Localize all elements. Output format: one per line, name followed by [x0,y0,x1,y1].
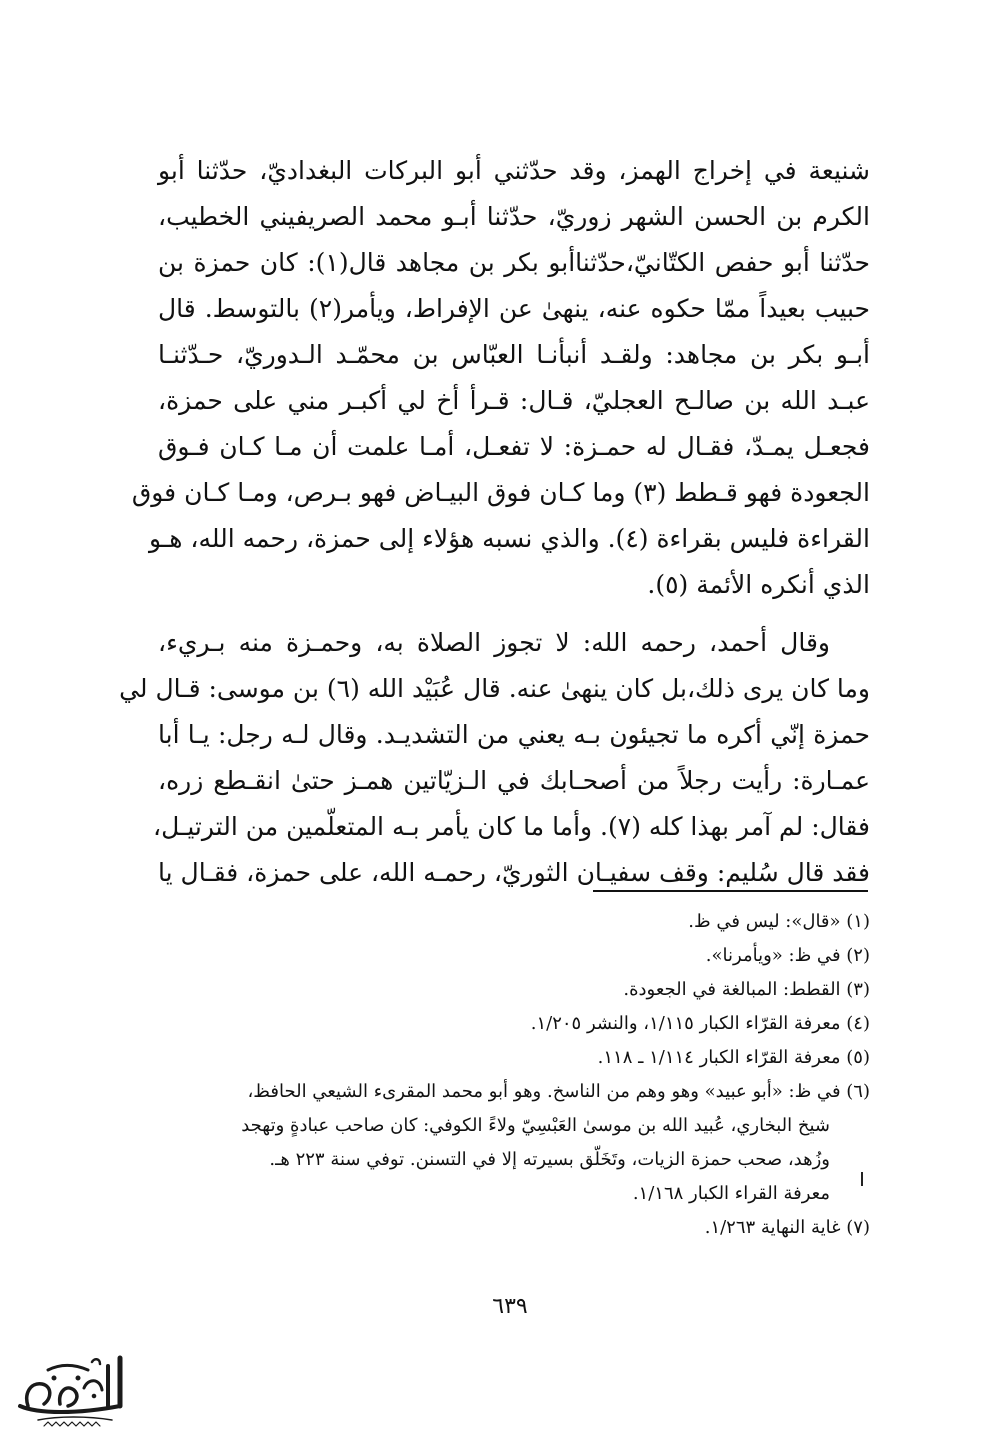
text-line: القراءة فليس بقراءة (٤). والذي نسبه هؤلاء إلى حمزة، رحمه الله، هـو [149,524,870,553]
paragraph-1 [131,148,871,608]
text-line: حبيب بعيداً ممّا حكوه عنه، ينهىٰ عن الإفراط، ويأمر(٢) بالتوسط. قال [158,294,870,323]
text-line: الذي أنكره الأئمة (٥). [647,570,870,599]
footnote-continuation: معرفة القراء الكبار ١/١٦٨. [632,1183,830,1204]
paragraph-gap [158,608,870,620]
paragraph-2 [119,620,870,896]
page-number: ٦٣٩ [492,1294,528,1319]
text-line: وما كان يرى ذلك،بل كان ينهىٰ عنه. قال عُبَيْد الله (٦) بن موسى: قـال لي [119,674,870,703]
text-line: الجعودة فهو قـطط (٣) وما كـان فوق البيـاض فهو بـرص، ومـا كـان فوق [131,478,870,507]
text-line: عبـد الله بن صالـح العجليّ، قـال: قـرأ أخ لي أكبـر مني على حمزة، [158,386,870,415]
text-line: فقد قال سُليم: وقف سفيـان الثوريّ، رحمـه الله، على حمزة، فقـال يا [158,858,870,887]
text-line: شنيعة في إخراج الهمز، وقد حدّثني أبو البركات البغداديّ، حدّثنا أبو [158,156,870,185]
footnote: (١) «قال»: ليس في ظ. [688,911,870,932]
margin-mark [861,1172,863,1186]
footnote: (٧) غاية النهاية ١/٢٦٣. [704,1217,870,1238]
calligraphy-stamp-icon [8,1348,136,1430]
text-line: فقال: لم آمر بهذا كله (٧). وأما ما كان يأمر بـه المتعلّمين من الترتيـل، [153,812,870,841]
text-line: وقال أحمد، رحمه الله: لا تجوز الصلاة به، وحمـزة منه بـريء، [158,628,830,657]
footnote: (٥) معرفة القرّاء الكبار ١/١١٤ ـ ١١٨. [597,1047,870,1068]
footnote: (٢) في ظ: «ويأمرنا». [705,945,870,966]
calligraphy-stamp-svg [8,1348,136,1430]
footnotes [150,905,870,1245]
text-line: فجعـل يمـدّ، فقـال له حمـزة: لا تفعـل، أمـا علمت أن مـا كـان فـوق [158,432,870,461]
text-line: حدّثنا أبو حفص الكتّانيّ،حدّثناأبو بكر بن مجاهد قال(١): كان حمزة بن [158,248,871,277]
footnote-continuation: شيخ البخاري، عُبيد الله بن موسىٰ العَبْسِيّ ولاءً الكوفي: كان صاحب عبادةٍ وتهجد [241,1115,830,1136]
main-text [119,148,871,896]
text-line: حمزة إنّي أكره ما تجيئون بـه يعني من التشديـد. وقال لـه رجل: يـا أبا [158,720,870,749]
text-line: عمـارة: رأيت رجلاً من أصحـابك في الـزيّاتين همـز حتىٰ انقـطع زره، [158,766,870,795]
footnote: (٤) معرفة القرّاء الكبار ١/١١٥، والنشر ١/٢٠٥. [530,1013,870,1034]
text-line: أبـو بكر بن مجاهد: ولقـد أنبأنـا العبّاس بن محمّـد الـدوريّ، حـدّثنـا [158,340,870,369]
footnote-continuation: وزُهد، صحب حمزة الزيات، وتَخَلّق بسيرته إلا في التسنن. توفي سنة ٢٢٣ هـ. [269,1149,830,1170]
footnote: (٣) القطط: المبالغة في الجعودة. [623,979,870,1000]
footnote: (٦) في ظ: «أبو عبيد» وهو وهم من الناسخ. وهو أبو محمد المقرىء الشيعي الحافظ، [247,1081,870,1102]
footnote-divider [593,890,868,892]
text-line: الكرم بن الحسن الشهر زوريّ، حدّثنا أبـو محمد الصريفيني الخطيب، [158,202,870,231]
